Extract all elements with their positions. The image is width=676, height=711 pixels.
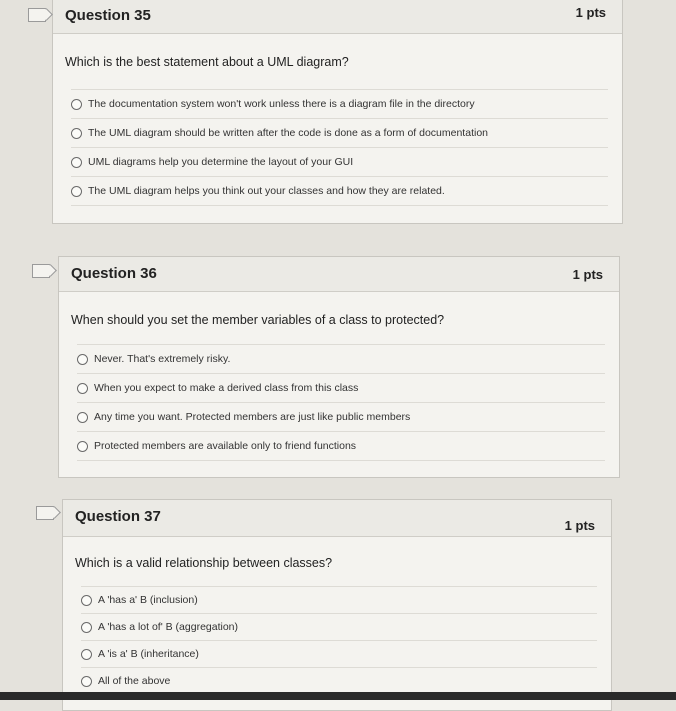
- question-37-header: [63, 500, 611, 537]
- question-36-text: When should you set the member variables of a class to protected?: [71, 313, 445, 327]
- radio-button-icon[interactable]: [81, 676, 92, 687]
- question-36-header: [59, 257, 619, 292]
- radio-button-icon[interactable]: [81, 622, 92, 633]
- flag-question-icon[interactable]: [32, 264, 50, 278]
- answer-label: Protected members are available only to friend functions: [94, 440, 357, 452]
- answer-label: A 'has a' B (inclusion): [98, 594, 198, 606]
- answer-label: All of the above: [98, 675, 171, 687]
- radio-button-icon[interactable]: [81, 595, 92, 606]
- answer-label: A 'has a lot of' B (aggregation): [98, 621, 239, 633]
- answer-option[interactable]: [77, 431, 605, 461]
- flag-question-icon[interactable]: [36, 506, 54, 520]
- question-35-header: [53, 0, 622, 34]
- answer-option[interactable]: [77, 344, 605, 373]
- question-36-points: 1 pts: [572, 267, 603, 282]
- answer-label: When you expect to make a derived class from this class: [94, 382, 359, 394]
- answer-option[interactable]: [81, 640, 597, 667]
- taskbar-strip: [0, 692, 676, 700]
- radio-button-icon[interactable]: [77, 354, 88, 365]
- answer-option[interactable]: [71, 147, 608, 176]
- radio-button-icon[interactable]: [71, 128, 82, 139]
- answer-label: UML diagrams help you determine the layout of your GUI: [88, 156, 354, 168]
- answer-option[interactable]: [81, 613, 597, 640]
- question-35-title: Question 35: [65, 7, 151, 24]
- question-37-points: 1 pts: [564, 518, 595, 533]
- answer-option[interactable]: [77, 373, 605, 402]
- radio-button-icon[interactable]: [77, 441, 88, 452]
- answer-label: Any time you want. Protected members are just like public members: [94, 411, 411, 423]
- radio-button-icon[interactable]: [71, 99, 82, 110]
- question-36-card: [58, 256, 620, 478]
- answer-option[interactable]: [71, 176, 608, 206]
- question-35-answers: [71, 89, 608, 206]
- answer-label: The UML diagram helps you think out your classes and how they are related.: [88, 185, 445, 197]
- answer-option[interactable]: [81, 586, 597, 613]
- answer-option[interactable]: [81, 667, 597, 695]
- radio-button-icon[interactable]: [71, 157, 82, 168]
- answer-label: The documentation system won't work unless there is a diagram file in the directory: [88, 98, 475, 110]
- flag-question-icon[interactable]: [28, 8, 46, 22]
- question-35-card: [52, 0, 623, 224]
- radio-button-icon[interactable]: [81, 649, 92, 660]
- radio-button-icon[interactable]: [71, 186, 82, 197]
- question-36-title: Question 36: [71, 265, 157, 282]
- answer-label: Never. That's extremely risky.: [94, 353, 231, 365]
- answer-option[interactable]: [77, 402, 605, 431]
- answer-option[interactable]: [71, 89, 608, 118]
- answer-label: The UML diagram should be written after the code is done as a form of documentation: [88, 127, 488, 139]
- question-37-card: [62, 499, 612, 711]
- question-37-text: Which is a valid relationship between classes?: [75, 556, 333, 570]
- question-35-points: 1 pts: [575, 5, 606, 20]
- question-37-title: Question 37: [75, 508, 161, 525]
- question-35-text: Which is the best statement about a UML diagram?: [65, 55, 349, 69]
- question-36-answers: [77, 344, 605, 461]
- radio-button-icon[interactable]: [77, 412, 88, 423]
- question-37-answers: [81, 586, 597, 695]
- radio-button-icon[interactable]: [77, 383, 88, 394]
- answer-option[interactable]: [71, 118, 608, 147]
- answer-label: A 'is a' B (inheritance): [98, 648, 199, 660]
